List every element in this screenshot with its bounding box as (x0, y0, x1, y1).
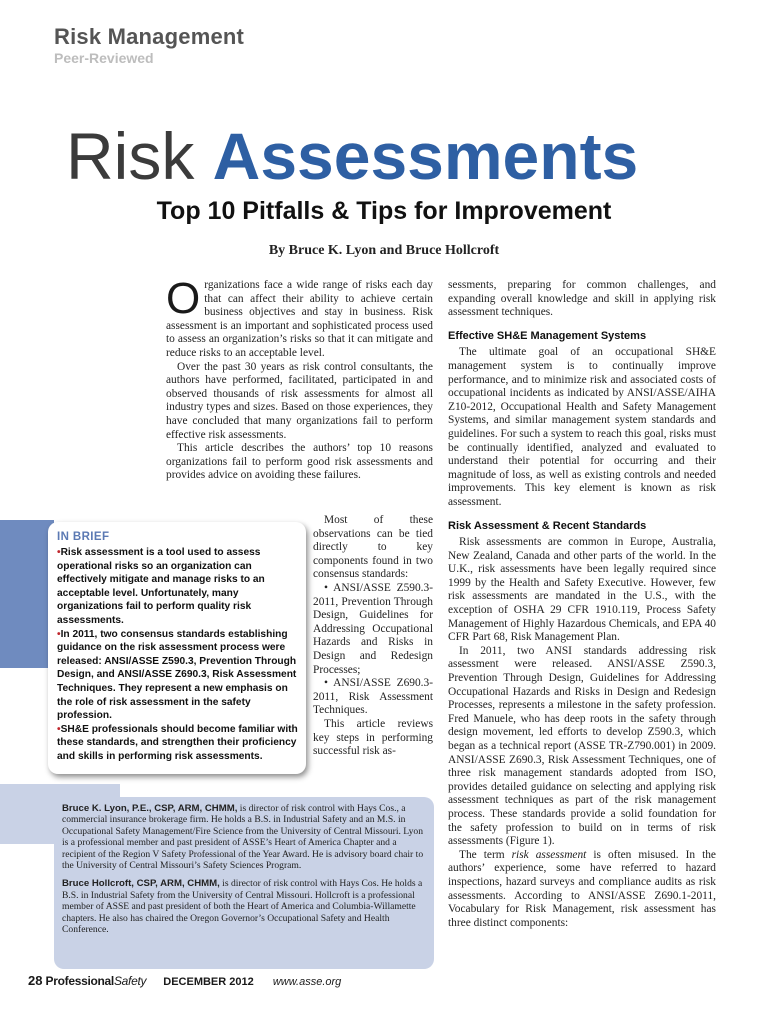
article-title (66, 118, 638, 194)
magazine-name-part1: Professional (45, 974, 114, 988)
author-bio-lyon (62, 803, 424, 871)
intro-text-1: rganizations face a wide range of risks each day that can affect their ability to achieve certain business objectives and stay in business. Risk assessment is an important and sophisticated process used to assess an organization’s risks so that it can mitigate and reduce risks to an acceptable level. (166, 279, 433, 359)
bullet-icon: • (57, 723, 61, 735)
author-bio-text-hollcroft: is director of risk control with Hays Cos. He holds a B.S. in Industrial Safety from the University of Central Missouri. Hollcroft is a professional member of ASSE and past president of both the Heart of America and Columbia-Willamette chapters. He also has chaired the Oregon Governor’s Occupational Safety and Health Conference. (62, 878, 423, 936)
right-paragraph-5-end: is often misused. In the authors’ experience, some have referred to hazard inspections, hazard surveys and compliance audits as risk assessments. According to ANSI/ASSE Z690.1-2011, Vocabulary for Risk Management, risk assessment has three distinct components: (448, 848, 716, 929)
author-name-lyon: Bruce K. Lyon, P.E., CSP, ARM, CHMM, (62, 803, 238, 814)
in-brief-content (57, 531, 301, 764)
author-bio-hollcroft (62, 878, 424, 935)
right-paragraph-5-start: The term (459, 848, 512, 861)
title-part-risk: Risk (66, 119, 195, 193)
intro-paragraph-1 (166, 274, 433, 361)
right-column (448, 279, 716, 930)
intro-paragraph-2: Over the past 30 years as risk control consultants, the authors have performed, facilitated, participated in and observed thousands of risk assessments for almost all industry types and sizes. Based on those experiences, they have concluded that many organizations fail to perform effective risk assessments. (166, 360, 433, 441)
narrow-column (313, 514, 433, 759)
website-link[interactable]: www.asse.org (272, 976, 342, 988)
in-brief-label: IN BRIEF (57, 531, 110, 543)
bullet-icon: • (57, 547, 61, 558)
intro-paragraph-3: This article describes the authors’ top 10 reasons organizations fail to perform good risk assessments and provides advice on avoiding these failures. (166, 442, 433, 482)
heading-recent-standards: Risk Assessment & Recent Standards (448, 519, 647, 532)
page-footer (28, 973, 341, 988)
author-name-hollcroft: Bruce Hollcroft, CSP, ARM, CHMM, (62, 878, 220, 890)
right-paragraph-3: Risk assessments are common in Europe, Australia, New Zealand, Canada and other parts of the world. In the U.K., risk assessments have been legally required since 1999 by the Health and Safety Executive. However, few risk assessments are mandated in the U.S., with the exception of OSHA 29 CFR 1910.119, Process Safety Management of Highly Hazardous Chemicals, and EPA 40 CFR Part 68, Risk Management Plan. (448, 536, 716, 644)
right-paragraph-4: In 2011, two ANSI standards addressing risk assessment were released. ANSI/ASSE Z590.3, Prevention Through Design, Guidelines for Addressing Occupational Hazards and Risks in Design and Redesign Processes, represents a milestone in the safety profession. Fred Manuele, who has deep roots in the safety through design movement, led efforts to develop Z590.3, which began as a technical report (ASSE TR-Z790.001) in 2009. ANSI/ASSE Z690.3, Risk Assessment Techniques, one of three risk management standards adopted from ISO, provides detailed guidance on selecting and applying risk assessment techniques as part of the risk management process. These standards provide a solid foundation for the safety profession to build on in terms of risk assessments (Figure 1). (448, 644, 716, 848)
heading-management-systems: Effective SH&E Management Systems (448, 329, 647, 342)
term-risk-assessment: risk assessment (511, 848, 587, 861)
page-number: 28 (28, 973, 43, 988)
in-brief-text-1: Risk assessment is a tool used to assess operational risks so an organization can effectively mitigate and manage risks to an acceptable level. Unfortunately, many organizations fail to perform quality risk assessments. (57, 547, 265, 626)
narrow-paragraph-3: • ANSI/ASSE Z690.3-2011, Risk Assessment Techniques. (313, 677, 433, 717)
narrow-paragraph-4: This article reviews key steps in performing successful risk as- (313, 717, 433, 758)
right-paragraph-5 (448, 849, 716, 931)
section-subtitle: Peer-Reviewed (54, 50, 154, 66)
author-bio-text-lyon: is director of risk control with Hays Cos., a commercial insurance brokerage firm. He holds a B.S. in Industrial Safety and an M.S. in Occupational Safety Management/Fire Science from the University of Central Missouri. Lyon is a professional member and past president of ASSE’s Heart of America Chapter and a recipient of the Region V Safety Professional of the Year Award. He is advisory board chair to the University of Central Missouri’s Safety Sciences Program. (62, 803, 424, 872)
issue-date: DECEMBER 2012 (163, 976, 254, 988)
article-subtitle: Top 10 Pitfalls & Tips for Improvement (156, 197, 612, 225)
decorative-blue-tab (0, 520, 54, 668)
narrow-paragraph-2: • ANSI/ASSE Z590.3-2011, Prevention Through Design, Guidelines for Addressing Occupational Hazards and Risks in Design and Redesign Processes; (313, 581, 433, 676)
right-paragraph-1: sessments, preparing for common challenges, and expanding overall knowledge and skill in applying risk assessment techniques. (448, 279, 716, 319)
byline: By Bruce K. Lyon and Bruce Hollcroft (268, 243, 500, 258)
bullet-icon: • (57, 628, 61, 640)
in-brief-bullet-2 (57, 628, 301, 723)
drop-cap: O (166, 274, 201, 323)
narrow-paragraph-1: Most of these observations can be tied directly to key components found in two consensus standards: (313, 514, 433, 581)
in-brief-text-2: In 2011, two consensus standards establishing guidance on the risk assessment process were released: ANSI/ASSE Z590.3, Prevention Through Design, and ANSI/ASSE Z690.3, Risk Assessment Techniques. They represent a new emphasis on the role of risk assessment in the safety profession. (57, 628, 297, 722)
in-brief-bullet-1 (57, 546, 301, 628)
title-part-assessments: Assessments (212, 119, 639, 193)
section-title: Risk Management (54, 24, 245, 49)
in-brief-bullet-3 (57, 723, 301, 764)
intro-column (166, 274, 433, 483)
author-bios (62, 803, 424, 942)
in-brief-text-3: SH&E professionals should become familiar with these standards, and strengthen their proficiency and skills in performing risk assessments. (57, 723, 298, 762)
right-paragraph-2: The ultimate goal of an occupational SH&E management system is to continually improve performance, and to minimize risk and associated costs of occupational incidents as indicated by ANSI/ASSE/AIHA Z10-2012, Occupational Health and Safety Management Systems, and similar management system standards and guidelines. For such a system to reach this goal, risks must be continually identified, analyzed and evaluated to understand their potential for occurring and their magnitude of loss, as well as existing controls and needed improvements. This key element is known as risk assessment. (448, 346, 716, 508)
magazine-name-part2: Safety (113, 974, 147, 988)
